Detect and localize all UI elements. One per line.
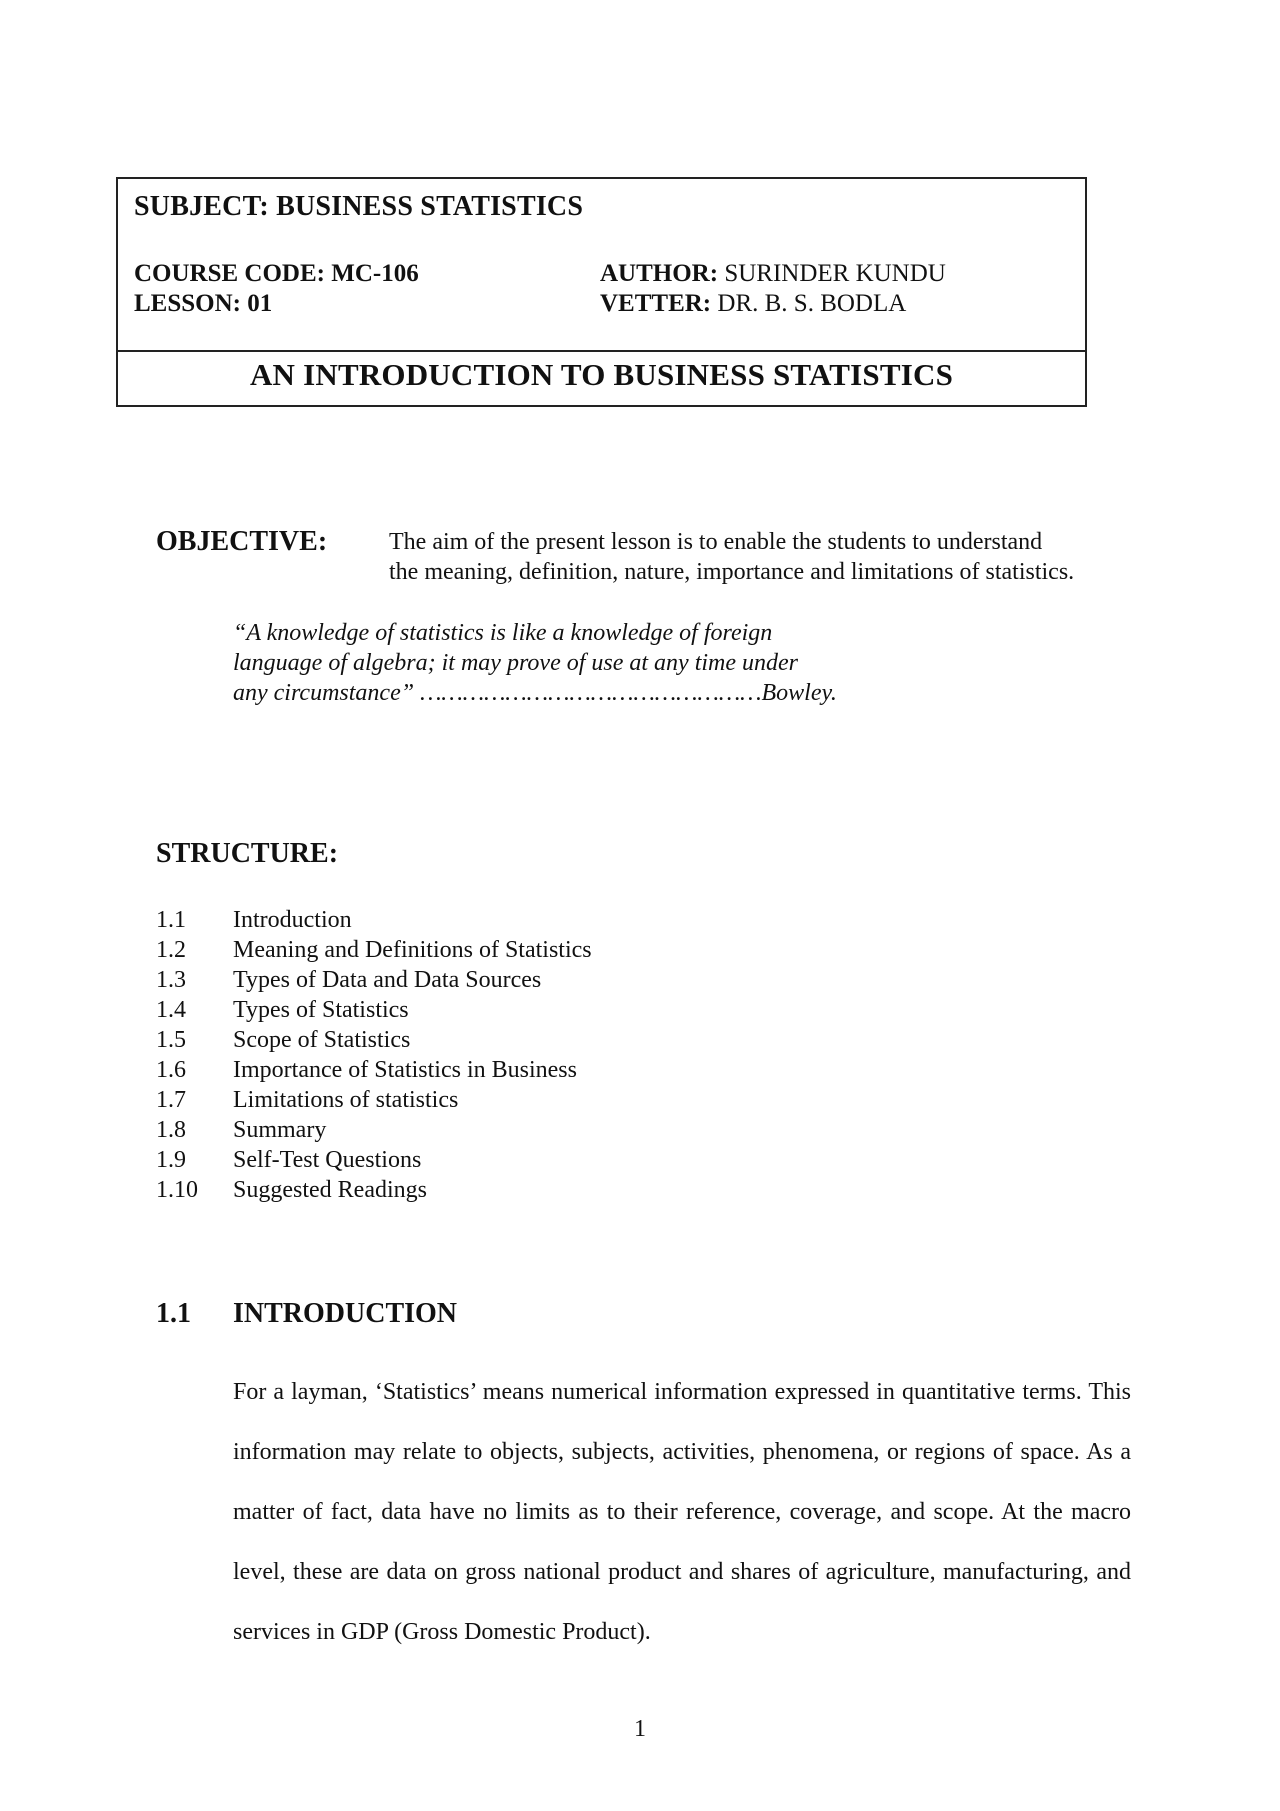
course-code-label: COURSE CODE:	[134, 260, 325, 287]
vetter-line	[600, 289, 906, 319]
introduction-paragraph: For a layman, ‘Statistics’ means numerical information expressed in quantitative terms. This information may relate to objects, subjects, activities, phenomena, or regions of space. As a matter of fact, data have no limits as to their reference, coverage, and scope. At the macro level, these are data on gross national product and shares of agriculture, manufacturing, and services in GDP (Gross Domestic Product).	[233, 1379, 1131, 1645]
section-number: 1.1	[156, 1298, 191, 1329]
lesson-label: LESSON:	[134, 290, 241, 317]
lesson-line	[134, 289, 272, 319]
vetter-label: VETTER:	[600, 290, 712, 317]
list-item	[156, 1025, 592, 1055]
quote-line-2: language of algebra; it may prove of use at any time under	[233, 650, 799, 676]
section-title: INTRODUCTION	[233, 1298, 458, 1329]
subject-line	[134, 191, 583, 223]
list-item	[156, 995, 592, 1025]
course-code-value: MC-106	[331, 260, 419, 287]
lesson-title: AN INTRODUCTION TO BUSINESS STATISTICS	[249, 357, 954, 392]
subject-label: SUBJECT:	[134, 191, 269, 222]
list-item-label: Scope of Statistics	[233, 1027, 411, 1053]
bowley-quote	[233, 618, 863, 708]
list-item-number: 1.8	[156, 1117, 186, 1143]
structure-list	[156, 905, 592, 1205]
list-item-number: 1.7	[156, 1087, 186, 1113]
page-number: 1	[634, 1716, 646, 1742]
list-item-label: Introduction	[233, 907, 352, 933]
header-divider	[118, 350, 1085, 352]
list-item-number: 1.6	[156, 1057, 186, 1083]
list-item-number: 1.5	[156, 1027, 186, 1053]
list-item-number: 1.1	[156, 907, 186, 933]
list-item	[156, 1115, 592, 1145]
list-item-label: Meaning and Definitions of Statistics	[233, 937, 592, 963]
quote-line-1: “A knowledge of statistics is like a knowledge of foreign	[233, 620, 773, 646]
list-item	[156, 1145, 592, 1175]
list-item	[156, 965, 592, 995]
author-label: AUTHOR:	[600, 260, 719, 287]
list-item	[156, 1085, 592, 1115]
list-item	[156, 905, 592, 935]
list-item-number: 1.9	[156, 1147, 186, 1173]
section-heading	[156, 1298, 457, 1330]
quote-line-3: any circumstance” …………………………………………Bowley.	[233, 680, 837, 706]
list-item	[156, 935, 592, 965]
course-header-box	[116, 177, 1087, 407]
author-line	[600, 259, 946, 289]
author-value: SURINDER KUNDU	[724, 260, 946, 287]
list-item-number: 1.2	[156, 937, 186, 963]
list-item-label: Suggested Readings	[233, 1177, 427, 1203]
list-item-label: Summary	[233, 1117, 327, 1143]
list-item-number: 1.4	[156, 997, 186, 1023]
objective-text	[389, 527, 1139, 587]
list-item-number: 1.10	[156, 1177, 198, 1203]
list-item-label: Types of Statistics	[233, 997, 409, 1023]
vetter-value: DR. B. S. BODLA	[717, 290, 907, 317]
subject-value: BUSINESS STATISTICS	[276, 191, 584, 222]
list-item-label: Importance of Statistics in Business	[233, 1057, 577, 1083]
list-item	[156, 1175, 592, 1205]
list-item-label: Limitations of statistics	[233, 1087, 459, 1113]
list-item-label: Types of Data and Data Sources	[233, 967, 542, 993]
list-item	[156, 1055, 592, 1085]
objective-line-1: The aim of the present lesson is to enable the students to understand	[389, 529, 1043, 555]
objective-line-2: the meaning, definition, nature, importance and limitations of statistics.	[389, 559, 1075, 585]
lesson-value: 01	[247, 290, 273, 317]
course-code-line	[134, 259, 419, 289]
list-item-number: 1.3	[156, 967, 186, 993]
list-item-label: Self-Test Questions	[233, 1147, 422, 1173]
objective-label: OBJECTIVE:	[156, 526, 328, 557]
structure-heading: STRUCTURE:	[156, 838, 339, 869]
